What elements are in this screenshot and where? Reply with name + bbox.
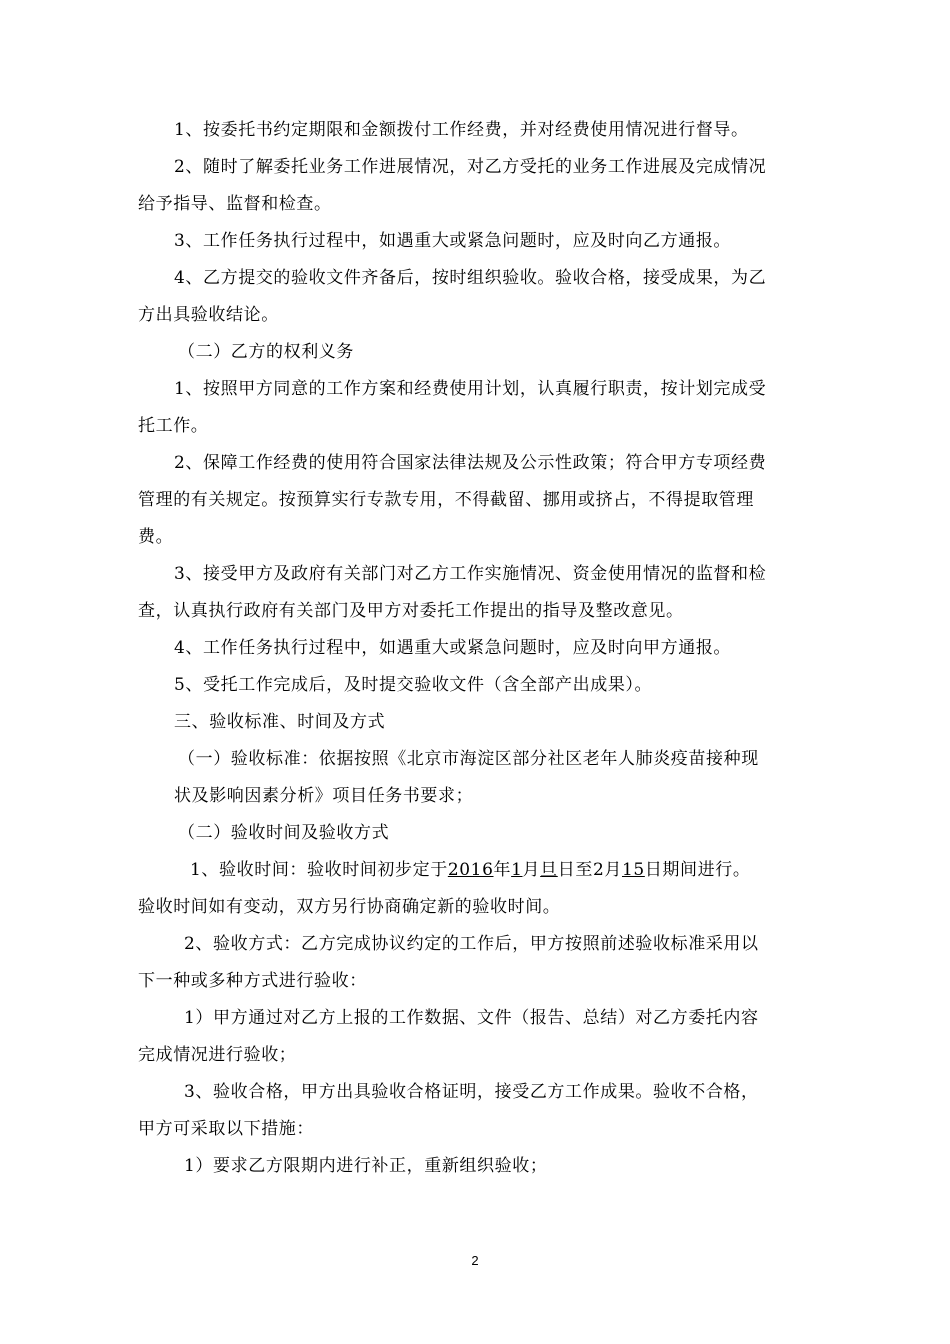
section-heading: （二）验收时间及验收方式 <box>178 823 390 843</box>
paragraph-line: 1、按照甲方同意的工作方案和经费使用计划，认真履行职责，按计划完成受 <box>174 379 767 399</box>
underlined-day: 15 <box>621 860 645 880</box>
paragraph-line: 状及影响因素分析》项目任务书要求； <box>174 786 474 806</box>
text-run: 1、验收时间：验收时间初步定于 <box>190 860 448 880</box>
paragraph-line: 3、验收合格，甲方出具验收合格证明，接受乙方工作成果。验收不合格， <box>184 1082 759 1102</box>
section-heading: （二）乙方的权利义务 <box>178 342 354 362</box>
paragraph-line: 2、保障工作经费的使用符合国家法律法规及公示性政策；符合甲方专项经费 <box>174 453 767 473</box>
text-run: 年 <box>493 860 512 880</box>
paragraph-line: 2、随时了解委托业务工作进展情况，对乙方受托的业务工作进展及完成情况 <box>174 157 767 177</box>
paragraph-line: 管理的有关规定。按预算实行专款专用，不得截留、挪用或挤占，不得提取管理 <box>138 490 754 510</box>
document-body <box>138 112 818 1185</box>
paragraph-line: 给予指导、监督和检查。 <box>138 194 332 214</box>
paragraph-line: 3、接受甲方及政府有关部门对乙方工作实施情况、资金使用情况的监督和检 <box>174 564 767 584</box>
paragraph-line: （一）验收标准：依据按照《北京市海淀区部分社区老年人肺炎疫苗接种现 <box>178 749 759 769</box>
underlined-month: 1 <box>511 860 523 880</box>
paragraph-line: 1）要求乙方限期内进行补正，重新组织验收； <box>184 1156 548 1176</box>
paragraph-line: 查，认真执行政府有关部门及甲方对委托工作提出的指导及整改意见。 <box>138 601 684 621</box>
section-heading: 三、验收标准、时间及方式 <box>174 712 386 732</box>
text-run: 日至 <box>557 860 593 880</box>
paragraph-line: 费。 <box>138 527 174 547</box>
paragraph-line: 3、工作任务执行过程中，如遇重大或紧急问题时，应及时向乙方通报。 <box>174 231 732 251</box>
paragraph-line: 5、受托工作完成后，及时提交验收文件（含全部产出成果）。 <box>174 675 653 695</box>
underlined-year: 2016 <box>447 860 494 880</box>
paragraph-line: 甲方可采取以下措施： <box>138 1119 314 1139</box>
text-run: 日期间进行。 <box>644 860 751 880</box>
page-number: 2 <box>471 1253 479 1268</box>
paragraph-line: 4、乙方提交的验收文件齐备后，按时组织验收。验收合格，接受成果，为乙 <box>174 268 767 288</box>
text-run: 月 <box>604 860 622 880</box>
text-run: 月 <box>522 860 541 880</box>
paragraph-line: 完成情况进行验收； <box>138 1045 297 1065</box>
underlined-day: 旦 <box>540 860 558 880</box>
paragraph-line: 2、验收方式：乙方完成协议约定的工作后，甲方按照前述验收标准采用以 <box>184 934 759 954</box>
paragraph-line: 下一种或多种方式进行验收： <box>138 971 367 991</box>
paragraph-line <box>138 852 818 889</box>
paragraph-line: 4、工作任务执行过程中，如遇重大或紧急问题时，应及时向甲方通报。 <box>174 638 732 658</box>
paragraph-line: 1）甲方通过对乙方上报的工作数据、文件（报告、总结）对乙方委托内容 <box>184 1008 759 1028</box>
text-run: 2 <box>592 860 605 880</box>
paragraph-line: 托工作。 <box>138 416 209 436</box>
paragraph-line: 验收时间如有变动，双方另行协商确定新的验收时间。 <box>138 897 561 917</box>
paragraph-line: 方出具验收结论。 <box>138 305 279 325</box>
paragraph-line: 1、按委托书约定期限和金额拨付工作经费，并对经费使用情况进行督导。 <box>174 120 749 140</box>
